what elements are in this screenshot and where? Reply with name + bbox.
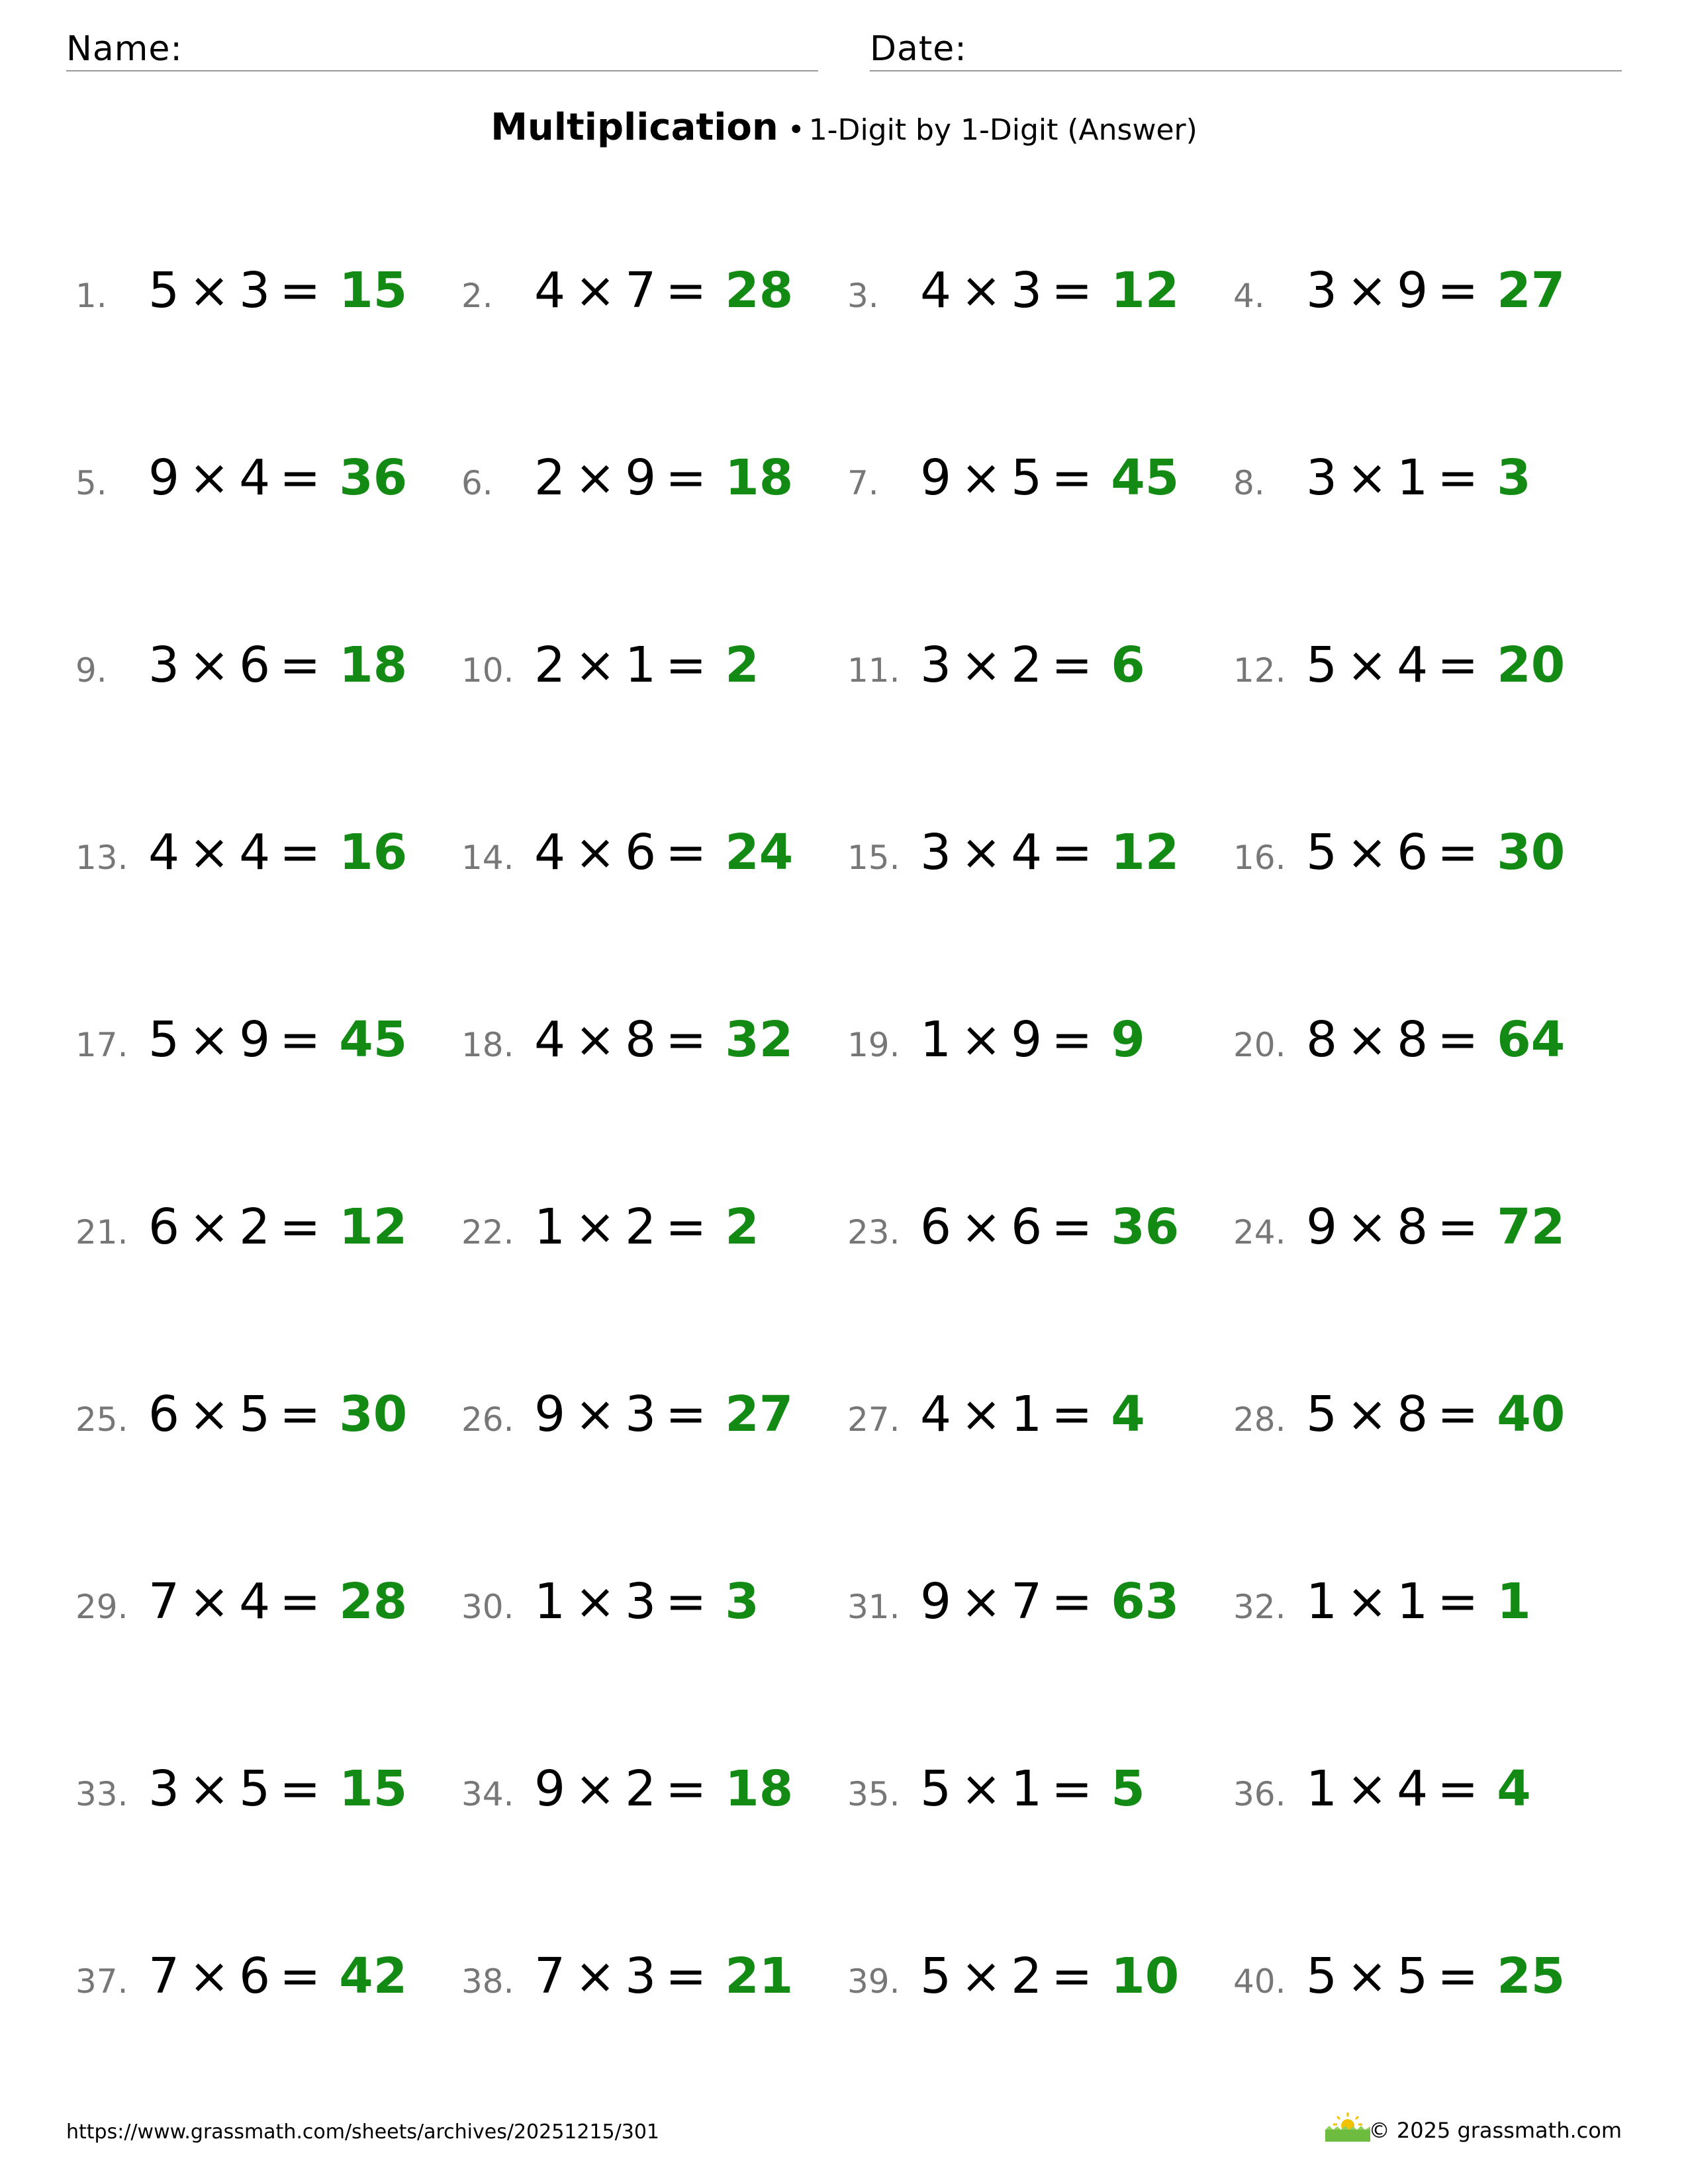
problem-number: 24. bbox=[1233, 1213, 1286, 1251]
times-symbol: × bbox=[575, 449, 616, 506]
times-symbol: × bbox=[961, 1948, 1002, 2005]
problem-number: 6. bbox=[461, 464, 493, 502]
equals-symbol: = bbox=[279, 1199, 321, 1255]
operand-a: 2 bbox=[534, 449, 566, 506]
operand-b: 7 bbox=[625, 262, 657, 319]
problem-number: 4. bbox=[1233, 277, 1265, 315]
operand-a: 6 bbox=[148, 1386, 180, 1443]
equals-symbol: = bbox=[279, 1760, 321, 1817]
equals-symbol: = bbox=[279, 824, 321, 881]
problem-expression bbox=[148, 824, 407, 881]
answer: 15 bbox=[339, 1760, 408, 1817]
problem-expression bbox=[534, 637, 759, 694]
equals-symbol: = bbox=[1437, 449, 1479, 506]
problem-number: 20. bbox=[1233, 1026, 1286, 1064]
problem-number: 23. bbox=[847, 1213, 900, 1251]
problem-number: 7. bbox=[847, 464, 879, 502]
problem-expression bbox=[534, 1760, 793, 1817]
operand-b: 9 bbox=[1011, 1011, 1043, 1068]
operand-a: 8 bbox=[1306, 1011, 1338, 1068]
answer: 45 bbox=[1111, 449, 1180, 506]
times-symbol: × bbox=[189, 824, 230, 881]
problem-expression bbox=[534, 262, 793, 319]
problem-number: 27. bbox=[847, 1400, 900, 1439]
operand-b: 7 bbox=[1011, 1573, 1043, 1630]
equals-symbol: = bbox=[1051, 1386, 1093, 1443]
title-subtitle: 1-Digit by 1-Digit (Answer) bbox=[808, 113, 1197, 147]
times-symbol: × bbox=[1346, 1573, 1388, 1630]
times-symbol: × bbox=[189, 262, 230, 319]
equals-symbol: = bbox=[1437, 1386, 1479, 1443]
operand-a: 4 bbox=[534, 262, 566, 319]
equals-symbol: = bbox=[279, 1011, 321, 1068]
operand-b: 5 bbox=[1011, 449, 1043, 506]
operand-a: 3 bbox=[148, 637, 180, 694]
times-symbol: × bbox=[189, 1948, 230, 2005]
answer: 6 bbox=[1111, 637, 1145, 694]
answer: 30 bbox=[1497, 824, 1566, 881]
operand-a: 9 bbox=[534, 1760, 566, 1817]
problem-expression bbox=[920, 1199, 1179, 1255]
problem-expression bbox=[1306, 262, 1565, 319]
operand-a: 5 bbox=[148, 262, 180, 319]
answer: 12 bbox=[1111, 262, 1180, 319]
equals-symbol: = bbox=[665, 1386, 707, 1443]
operand-a: 1 bbox=[1306, 1573, 1338, 1630]
answer: 20 bbox=[1497, 637, 1566, 694]
problem-expression bbox=[148, 1199, 407, 1255]
times-symbol: × bbox=[575, 637, 616, 694]
times-symbol: × bbox=[1346, 1011, 1388, 1068]
problem-number: 13. bbox=[75, 839, 128, 877]
operand-b: 3 bbox=[625, 1386, 657, 1443]
operand-b: 2 bbox=[1011, 637, 1043, 694]
times-symbol: × bbox=[575, 1011, 616, 1068]
problem-expression bbox=[148, 1386, 407, 1443]
equals-symbol: = bbox=[1437, 1573, 1479, 1630]
operand-b: 1 bbox=[1397, 1573, 1429, 1630]
problem-expression bbox=[920, 1948, 1179, 2005]
problem-number: 21. bbox=[75, 1213, 128, 1251]
times-symbol: × bbox=[961, 1760, 1002, 1817]
equals-symbol: = bbox=[279, 637, 321, 694]
times-symbol: × bbox=[575, 1948, 616, 2005]
problem-number: 12. bbox=[1233, 651, 1286, 690]
answer: 16 bbox=[339, 824, 408, 881]
operand-b: 6 bbox=[1397, 824, 1429, 881]
times-symbol: × bbox=[1346, 1760, 1388, 1817]
equals-symbol: = bbox=[1051, 1573, 1093, 1630]
operand-a: 5 bbox=[148, 1011, 180, 1068]
equals-symbol: = bbox=[279, 1386, 321, 1443]
answer: 3 bbox=[1497, 449, 1531, 506]
equals-symbol: = bbox=[665, 1011, 707, 1068]
answer: 10 bbox=[1111, 1948, 1180, 2005]
problem-expression bbox=[1306, 1199, 1565, 1255]
operand-a: 2 bbox=[534, 637, 566, 694]
times-symbol: × bbox=[1346, 637, 1388, 694]
problem-expression bbox=[148, 262, 407, 319]
equals-symbol: = bbox=[665, 637, 707, 694]
times-symbol: × bbox=[189, 1573, 230, 1630]
answer: 5 bbox=[1111, 1760, 1145, 1817]
problem-number: 39. bbox=[847, 1962, 900, 2001]
operand-b: 3 bbox=[625, 1573, 657, 1630]
answer: 15 bbox=[339, 262, 408, 319]
operand-a: 1 bbox=[534, 1199, 566, 1255]
problem-expression bbox=[148, 1573, 407, 1630]
times-symbol: × bbox=[961, 1573, 1002, 1630]
equals-symbol: = bbox=[1437, 1199, 1479, 1255]
problem-number: 34. bbox=[461, 1775, 514, 1813]
problem-expression bbox=[534, 1948, 793, 2005]
operand-b: 2 bbox=[625, 1199, 657, 1255]
answer: 18 bbox=[339, 637, 408, 694]
answer: 36 bbox=[339, 449, 408, 506]
problem-expression bbox=[534, 1386, 793, 1443]
operand-b: 3 bbox=[625, 1948, 657, 2005]
equals-symbol: = bbox=[1437, 1948, 1479, 2005]
problem-number: 2. bbox=[461, 277, 493, 315]
answer: 2 bbox=[725, 637, 759, 694]
times-symbol: × bbox=[189, 1011, 230, 1068]
answer: 36 bbox=[1111, 1199, 1180, 1255]
equals-symbol: = bbox=[665, 824, 707, 881]
problem-number: 38. bbox=[461, 1962, 514, 2001]
operand-a: 7 bbox=[148, 1948, 180, 2005]
answer: 30 bbox=[339, 1386, 408, 1443]
problem-expression bbox=[1306, 1573, 1531, 1630]
problem-expression bbox=[534, 1011, 793, 1068]
times-symbol: × bbox=[961, 824, 1002, 881]
problem-number: 36. bbox=[1233, 1775, 1286, 1813]
equals-symbol: = bbox=[279, 1948, 321, 2005]
times-symbol: × bbox=[961, 449, 1002, 506]
answer: 27 bbox=[1497, 262, 1566, 319]
times-symbol: × bbox=[575, 1386, 616, 1443]
answer: 72 bbox=[1497, 1199, 1566, 1255]
answer: 1 bbox=[1497, 1573, 1531, 1630]
times-symbol: × bbox=[961, 637, 1002, 694]
problem-expression bbox=[920, 262, 1179, 319]
operand-a: 3 bbox=[148, 1760, 180, 1817]
operand-b: 9 bbox=[625, 449, 657, 506]
equals-symbol: = bbox=[1437, 637, 1479, 694]
problem-expression bbox=[148, 449, 407, 506]
answer: 24 bbox=[725, 824, 794, 881]
operand-b: 5 bbox=[1397, 1948, 1429, 2005]
times-symbol: × bbox=[189, 1760, 230, 1817]
operand-a: 4 bbox=[148, 824, 180, 881]
operand-a: 9 bbox=[148, 449, 180, 506]
title-main: Multiplication bbox=[491, 106, 778, 149]
times-symbol: × bbox=[575, 1760, 616, 1817]
problem-expression bbox=[1306, 637, 1565, 694]
times-symbol: × bbox=[189, 1386, 230, 1443]
operand-a: 5 bbox=[920, 1760, 952, 1817]
problem-expression bbox=[1306, 449, 1531, 506]
equals-symbol: = bbox=[665, 1199, 707, 1255]
operand-a: 3 bbox=[920, 637, 952, 694]
times-symbol: × bbox=[189, 637, 230, 694]
problem-number: 32. bbox=[1233, 1588, 1286, 1626]
times-symbol: × bbox=[1346, 449, 1388, 506]
problem-number: 28. bbox=[1233, 1400, 1286, 1439]
times-symbol: × bbox=[1346, 262, 1388, 319]
problem-expression bbox=[148, 1011, 407, 1068]
footer-copyright: © 2025 grassmath.com bbox=[1368, 2118, 1622, 2143]
equals-symbol: = bbox=[1051, 1199, 1093, 1255]
equals-symbol: = bbox=[1051, 824, 1093, 881]
date-label: Date: bbox=[870, 29, 967, 69]
operand-b: 6 bbox=[239, 1948, 271, 2005]
equals-symbol: = bbox=[279, 449, 321, 506]
problem-expression bbox=[1306, 1386, 1565, 1443]
times-symbol: × bbox=[575, 1573, 616, 1630]
problem-number: 16. bbox=[1233, 839, 1286, 877]
problem-number: 5. bbox=[75, 464, 107, 502]
problem-number: 1. bbox=[75, 277, 107, 315]
answer: 18 bbox=[725, 449, 794, 506]
answer: 12 bbox=[1111, 824, 1180, 881]
times-symbol: × bbox=[575, 824, 616, 881]
operand-a: 7 bbox=[534, 1948, 566, 2005]
operand-a: 5 bbox=[920, 1948, 952, 2005]
operand-b: 4 bbox=[239, 449, 271, 506]
equals-symbol: = bbox=[1437, 1760, 1479, 1817]
answer: 4 bbox=[1497, 1760, 1531, 1817]
operand-a: 4 bbox=[534, 1011, 566, 1068]
problem-expression bbox=[920, 449, 1179, 506]
name-label: Name: bbox=[66, 29, 183, 69]
times-symbol: × bbox=[1346, 1386, 1388, 1443]
answer: 3 bbox=[725, 1573, 759, 1630]
answer: 32 bbox=[725, 1011, 794, 1068]
answer: 27 bbox=[725, 1386, 794, 1443]
answer: 4 bbox=[1111, 1386, 1145, 1443]
times-symbol: × bbox=[1346, 1199, 1388, 1255]
answer: 28 bbox=[725, 262, 794, 319]
problem-number: 40. bbox=[1233, 1962, 1286, 2001]
footer-url: https://www.grassmath.com/sheets/archives/20251215/301 bbox=[66, 2120, 660, 2144]
operand-b: 6 bbox=[1011, 1199, 1043, 1255]
equals-symbol: = bbox=[1051, 449, 1093, 506]
answer: 28 bbox=[339, 1573, 408, 1630]
problem-expression bbox=[920, 1573, 1179, 1630]
equals-symbol: = bbox=[1051, 637, 1093, 694]
operand-a: 9 bbox=[534, 1386, 566, 1443]
operand-a: 5 bbox=[1306, 824, 1338, 881]
operand-b: 2 bbox=[625, 1760, 657, 1817]
operand-b: 8 bbox=[1397, 1199, 1429, 1255]
equals-symbol: = bbox=[1051, 1011, 1093, 1068]
operand-b: 8 bbox=[1397, 1386, 1429, 1443]
operand-b: 4 bbox=[1397, 637, 1429, 694]
times-symbol: × bbox=[189, 449, 230, 506]
problem-number: 22. bbox=[461, 1213, 514, 1251]
answer: 18 bbox=[725, 1760, 794, 1817]
problem-number: 9. bbox=[75, 651, 107, 690]
operand-b: 3 bbox=[1011, 262, 1043, 319]
problem-expression bbox=[920, 1386, 1145, 1443]
operand-b: 1 bbox=[1397, 449, 1429, 506]
problem-expression bbox=[1306, 1760, 1531, 1817]
equals-symbol: = bbox=[1437, 262, 1479, 319]
problem-number: 26. bbox=[461, 1400, 514, 1439]
problem-number: 3. bbox=[847, 277, 879, 315]
operand-b: 5 bbox=[239, 1760, 271, 1817]
operand-a: 6 bbox=[148, 1199, 180, 1255]
times-symbol: × bbox=[575, 1199, 616, 1255]
operand-b: 9 bbox=[239, 1011, 271, 1068]
problem-number: 33. bbox=[75, 1775, 128, 1813]
operand-a: 7 bbox=[148, 1573, 180, 1630]
operand-b: 4 bbox=[1397, 1760, 1429, 1817]
problem-expression bbox=[148, 637, 407, 694]
operand-b: 2 bbox=[239, 1199, 271, 1255]
equals-symbol: = bbox=[279, 1573, 321, 1630]
answer: 45 bbox=[339, 1011, 408, 1068]
problem-number: 8. bbox=[1233, 464, 1265, 502]
equals-symbol: = bbox=[1051, 262, 1093, 319]
answer: 63 bbox=[1111, 1573, 1180, 1630]
problem-expression bbox=[534, 449, 793, 506]
problem-expression bbox=[148, 1760, 407, 1817]
problem-number: 19. bbox=[847, 1026, 900, 1064]
operand-a: 9 bbox=[1306, 1199, 1338, 1255]
problem-expression bbox=[920, 824, 1179, 881]
equals-symbol: = bbox=[665, 1948, 707, 2005]
equals-symbol: = bbox=[1051, 1760, 1093, 1817]
operand-b: 3 bbox=[239, 262, 271, 319]
operand-a: 1 bbox=[920, 1011, 952, 1068]
operand-a: 5 bbox=[1306, 1386, 1338, 1443]
operand-b: 1 bbox=[1011, 1386, 1043, 1443]
problem-number: 37. bbox=[75, 1962, 128, 2001]
equals-symbol: = bbox=[665, 262, 707, 319]
operand-b: 4 bbox=[239, 1573, 271, 1630]
operand-b: 6 bbox=[625, 824, 657, 881]
times-symbol: × bbox=[189, 1199, 230, 1255]
operand-b: 1 bbox=[625, 637, 657, 694]
problem-expression bbox=[920, 1760, 1145, 1817]
equals-symbol: = bbox=[1437, 824, 1479, 881]
operand-b: 8 bbox=[625, 1011, 657, 1068]
operand-b: 4 bbox=[1011, 824, 1043, 881]
operand-b: 6 bbox=[239, 637, 271, 694]
answer: 21 bbox=[725, 1948, 794, 2005]
equals-symbol: = bbox=[665, 1573, 707, 1630]
equals-symbol: = bbox=[1051, 1948, 1093, 2005]
equals-symbol: = bbox=[279, 262, 321, 319]
operand-a: 3 bbox=[1306, 449, 1338, 506]
problem-expression bbox=[534, 1573, 759, 1630]
operand-a: 3 bbox=[1306, 262, 1338, 319]
operand-a: 4 bbox=[534, 824, 566, 881]
answer: 12 bbox=[339, 1199, 408, 1255]
operand-b: 1 bbox=[1011, 1760, 1043, 1817]
times-symbol: × bbox=[961, 1011, 1002, 1068]
problem-number: 30. bbox=[461, 1588, 514, 1626]
equals-symbol: = bbox=[665, 449, 707, 506]
operand-a: 1 bbox=[1306, 1760, 1338, 1817]
problem-number: 14. bbox=[461, 839, 514, 877]
times-symbol: × bbox=[961, 262, 1002, 319]
answer: 40 bbox=[1497, 1386, 1566, 1443]
operand-b: 9 bbox=[1397, 262, 1429, 319]
problem-expression bbox=[920, 1011, 1145, 1068]
problem-expression bbox=[1306, 1948, 1565, 2005]
operand-a: 5 bbox=[1306, 1948, 1338, 2005]
answer: 64 bbox=[1497, 1011, 1566, 1068]
operand-a: 4 bbox=[920, 1386, 952, 1443]
operand-a: 9 bbox=[920, 449, 952, 506]
problem-expression bbox=[534, 824, 793, 881]
operand-a: 1 bbox=[534, 1573, 566, 1630]
operand-b: 2 bbox=[1011, 1948, 1043, 2005]
operand-a: 9 bbox=[920, 1573, 952, 1630]
times-symbol: × bbox=[961, 1386, 1002, 1443]
problem-expression bbox=[148, 1948, 407, 2005]
answer: 9 bbox=[1111, 1011, 1145, 1068]
problem-expression bbox=[1306, 1011, 1565, 1068]
problem-expression bbox=[534, 1199, 759, 1255]
equals-symbol: = bbox=[665, 1760, 707, 1817]
problem-number: 15. bbox=[847, 839, 900, 877]
operand-a: 4 bbox=[920, 262, 952, 319]
times-symbol: × bbox=[1346, 1948, 1388, 2005]
operand-a: 3 bbox=[920, 824, 952, 881]
equals-symbol: = bbox=[1437, 1011, 1479, 1068]
problem-number: 29. bbox=[75, 1588, 128, 1626]
problem-number: 17. bbox=[75, 1026, 128, 1064]
operand-b: 5 bbox=[239, 1386, 271, 1443]
problem-number: 10. bbox=[461, 651, 514, 690]
grass-sun-icon bbox=[1323, 2110, 1373, 2142]
operand-a: 6 bbox=[920, 1199, 952, 1255]
title-bullet: • bbox=[787, 113, 805, 147]
answer: 2 bbox=[725, 1199, 759, 1255]
times-symbol: × bbox=[1346, 824, 1388, 881]
operand-b: 4 bbox=[239, 824, 271, 881]
answer: 42 bbox=[339, 1948, 408, 2005]
problem-expression bbox=[920, 637, 1145, 694]
answer: 25 bbox=[1497, 1948, 1566, 2005]
problem-number: 31. bbox=[847, 1588, 900, 1626]
problem-number: 11. bbox=[847, 651, 900, 690]
times-symbol: × bbox=[575, 262, 616, 319]
times-symbol: × bbox=[961, 1199, 1002, 1255]
operand-b: 8 bbox=[1397, 1011, 1429, 1068]
problem-number: 35. bbox=[847, 1775, 900, 1813]
operand-a: 5 bbox=[1306, 637, 1338, 694]
problem-number: 25. bbox=[75, 1400, 128, 1439]
problem-expression bbox=[1306, 824, 1565, 881]
problem-number: 18. bbox=[461, 1026, 514, 1064]
